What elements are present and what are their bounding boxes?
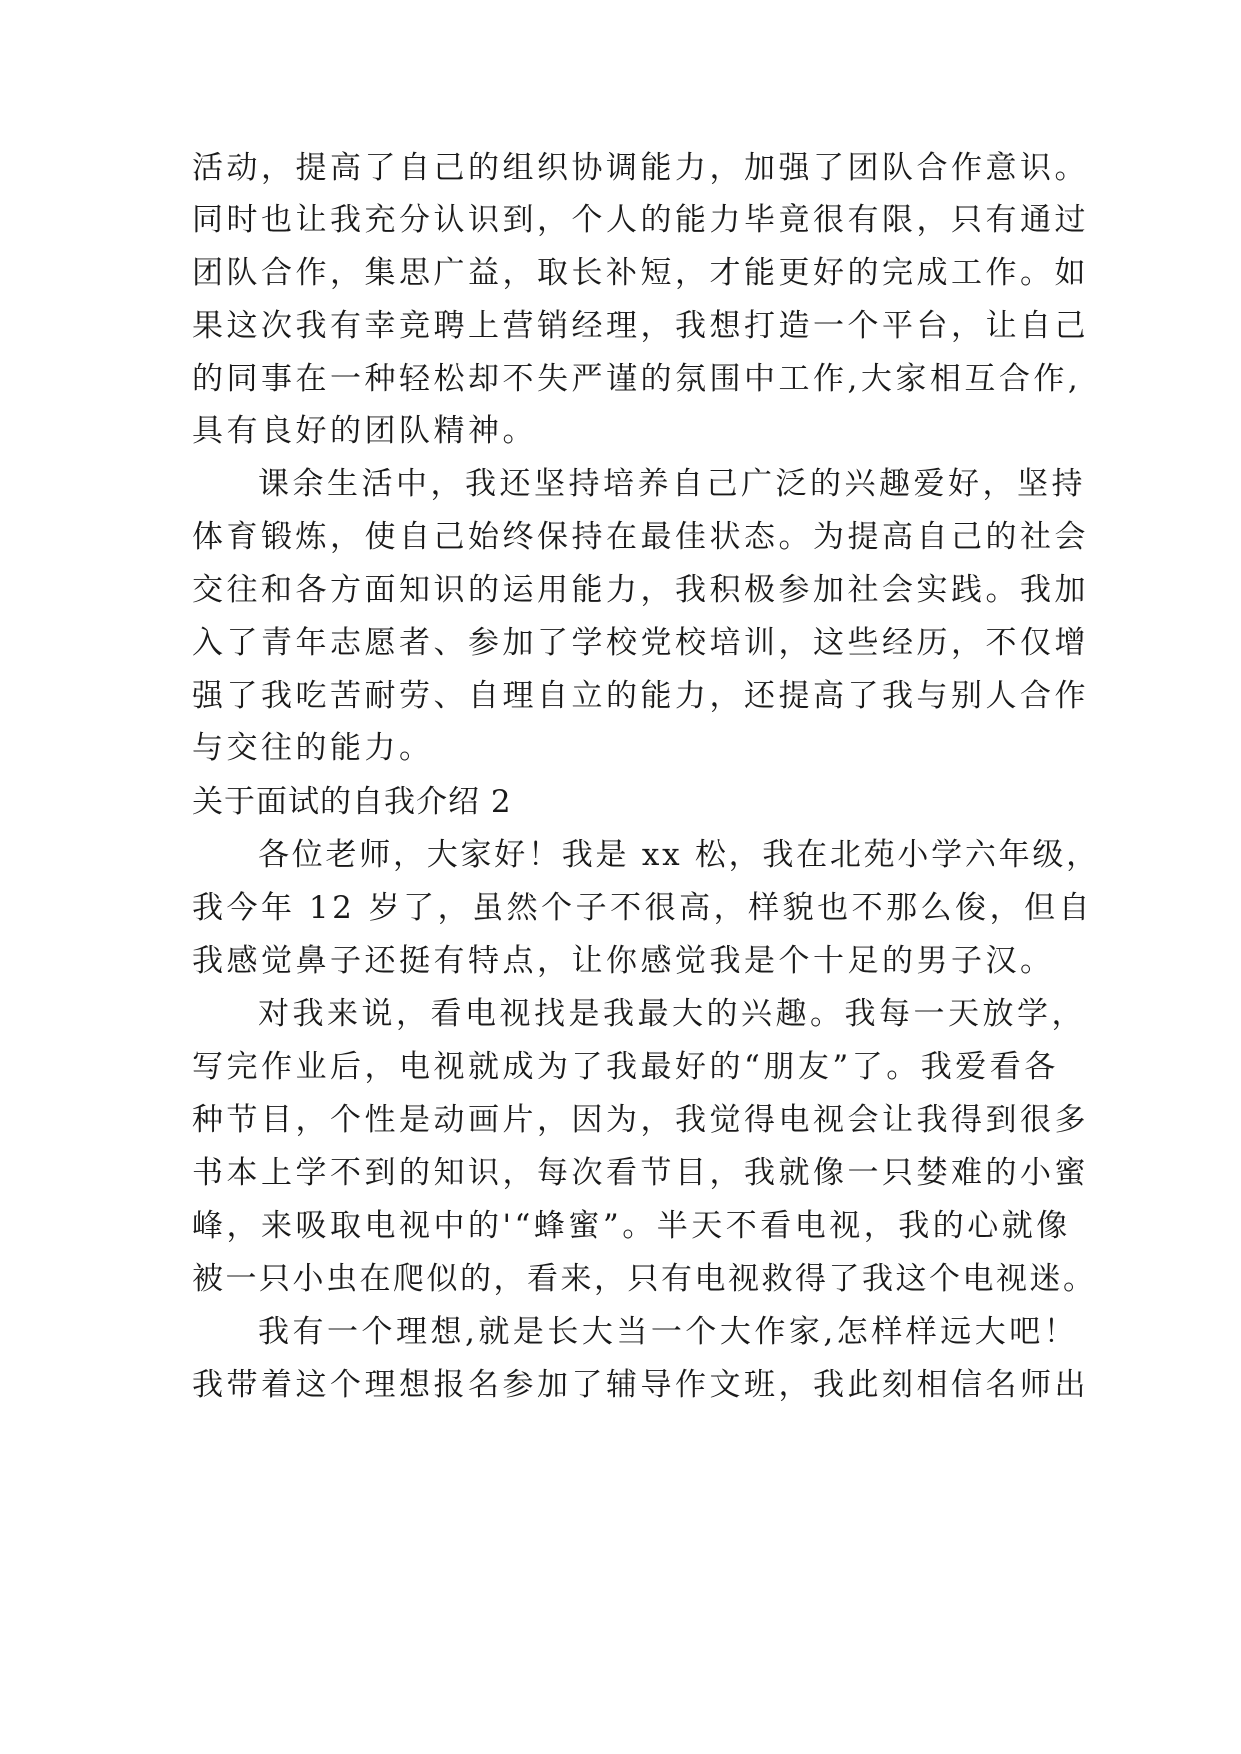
text-line: 与交往的能力。: [192, 730, 434, 766]
text-line: 的同事在一种轻松却不失严谨的氛围中工作,大家相互合作,: [192, 361, 1082, 397]
text-line: 同时也让我充分认识到，个人的能力毕竟很有限，只有通过: [192, 202, 1089, 238]
text-line: 写完作业后，电视就成为了我最好的“朋友”了。我爱看各: [192, 1049, 1059, 1085]
text-line: 体育锻炼，使自己始终保持在最佳状态。为提高自己的社会: [192, 519, 1089, 555]
text-line: 对我来说，看电视找是我最大的兴趣。我每一天放学，: [258, 996, 1086, 1032]
text-line: 具有良好的团队精神。: [192, 413, 537, 449]
text-line: 我有一个理想,就是长大当一个大作家,怎样样远大吧！: [258, 1314, 1079, 1350]
text-line: 峰，来吸取电视中的'“蜂蜜”。半天不看电视，我的心就像: [192, 1208, 1071, 1244]
text-line: 各位老师，大家好！我是 xx 松，我在北苑小学六年级，: [258, 837, 1100, 873]
section-heading: 关于面试的自我介绍 2: [192, 784, 512, 820]
text-line: 被一只小虫在爬似的，看来，只有电视救得了我这个电视迷。: [192, 1261, 1097, 1297]
text-line: 交往和各方面知识的运用能力，我积极参加社会实践。我加: [192, 572, 1089, 608]
text-line: 我带着这个理想报名参加了辅导作文班，我此刻相信名师出: [192, 1367, 1089, 1403]
text-line: 我今年 12 岁了，虽然个子不很高，样貌也不那么俊，但自: [192, 890, 1094, 926]
text-line: 果这次我有幸竞聘上营销经理，我想打造一个平台，让自己: [192, 308, 1089, 344]
text-line: 课余生活中，我还坚持培养自己广泛的兴趣爱好，坚持: [258, 466, 1086, 502]
text-line: 入了青年志愿者、参加了学校党校培训，这些经历，不仅增: [192, 625, 1089, 661]
text-line: 强了我吃苦耐劳、自理自立的能力，还提高了我与别人合作: [192, 678, 1089, 714]
text-line: 书本上学不到的知识，每次看节目，我就像一只婪难的小蜜: [192, 1155, 1089, 1191]
text-line: 团队合作，集思广益，取长补短，才能更好的完成工作。如: [192, 255, 1089, 291]
text-line: 我感觉鼻子还挺有特点，让你感觉我是个十足的男子汉。: [192, 943, 1055, 979]
text-line: 种节目，个性是动画片，因为，我觉得电视会让我得到很多: [192, 1102, 1089, 1138]
text-line: 活动，提高了自己的组织协调能力，加强了团队合作意识。: [192, 150, 1089, 186]
